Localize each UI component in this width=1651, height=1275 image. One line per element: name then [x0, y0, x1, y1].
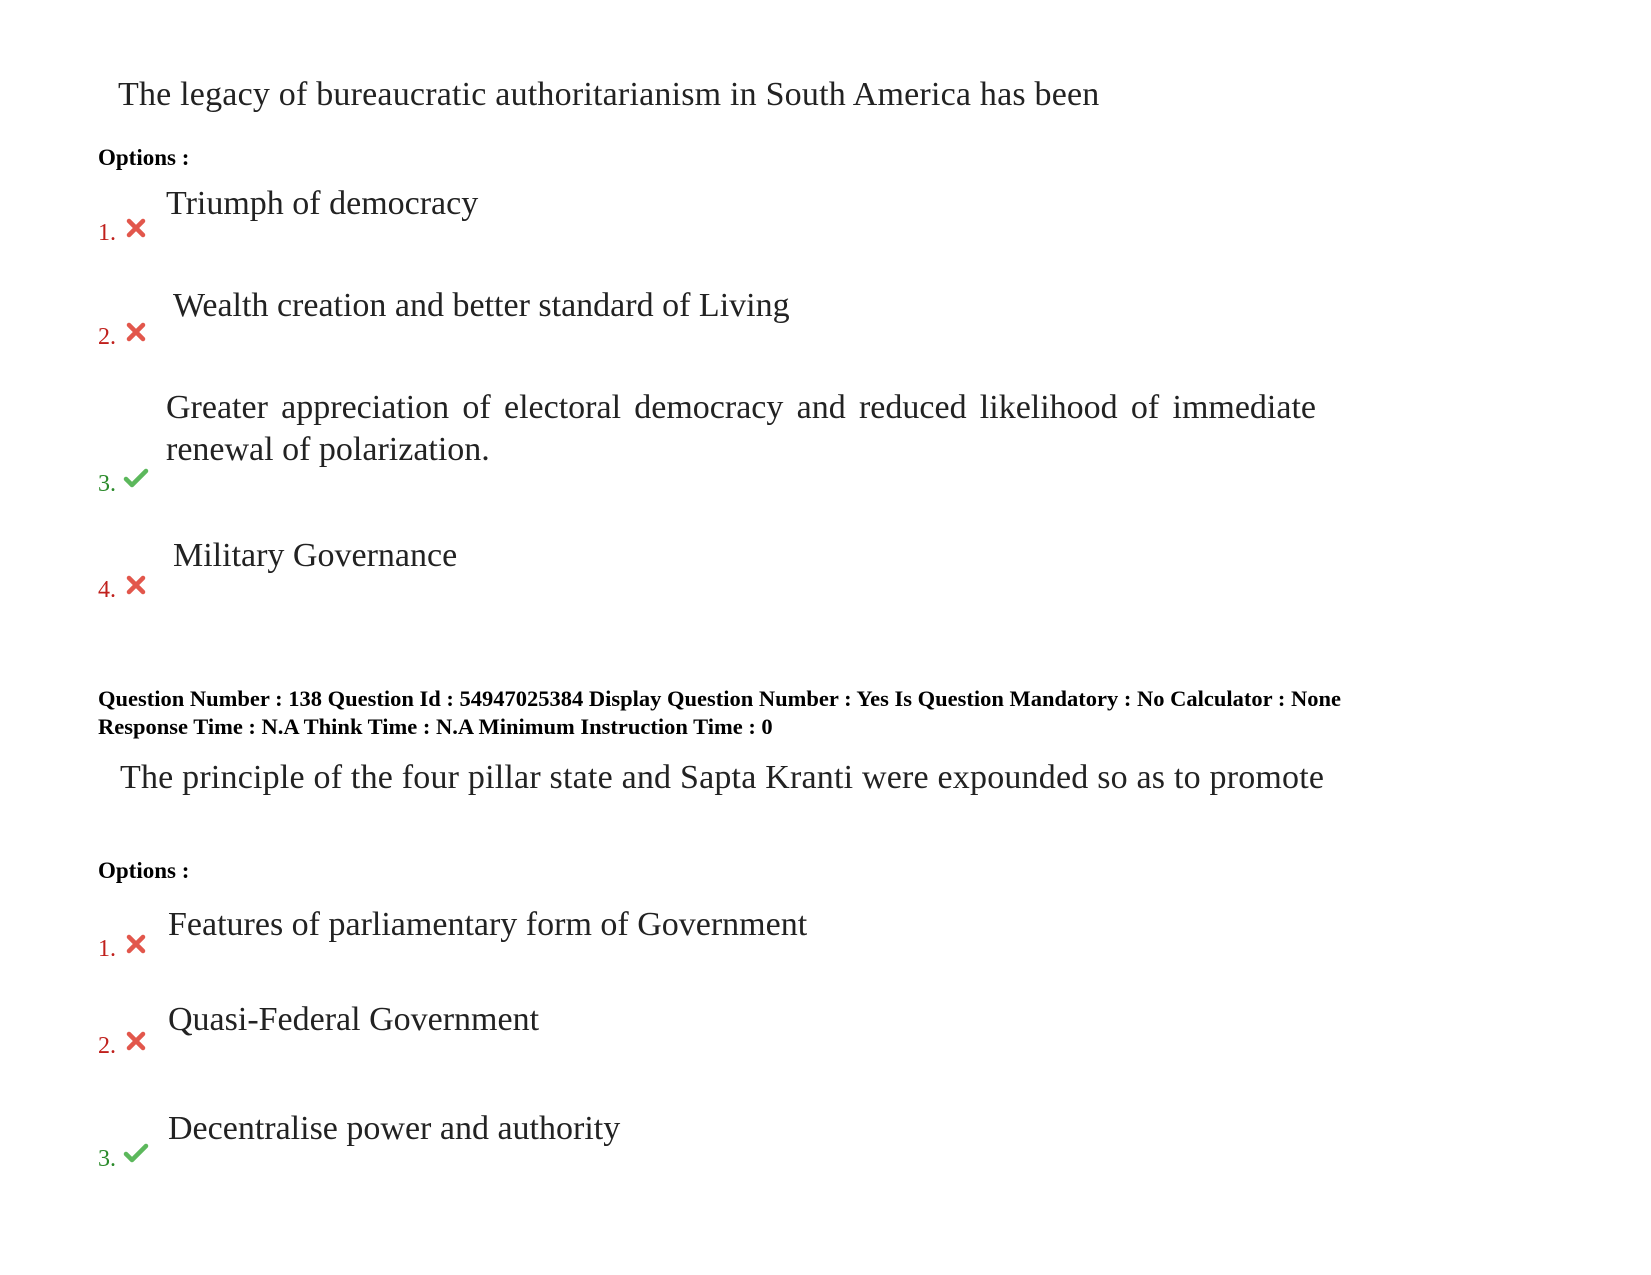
option-number: 1.: [98, 936, 116, 962]
option-text: Decentralise power and authority: [168, 1110, 621, 1147]
checkmark-icon: [123, 1143, 149, 1163]
option-number: 1.: [98, 220, 116, 246]
cross-icon: [125, 322, 147, 342]
option-number: 3.: [98, 471, 116, 497]
option-number: 3.: [98, 1146, 116, 1172]
options-label: Options :: [98, 858, 190, 883]
question-meta-line1: Question Number : 138 Question Id : 54947025384 Display Question Number : Yes Is Question Mandatory : No Calculator : None: [98, 686, 1341, 711]
cross-icon: [125, 1031, 147, 1051]
option-number: 4.: [98, 577, 116, 603]
question-137-text: The legacy of bureaucratic authoritarianism in South America has been: [118, 76, 1100, 113]
option-text: Triumph of democracy: [166, 185, 479, 222]
cross-icon: [125, 218, 147, 238]
question-meta-line2: Response Time : N.A Think Time : N.A Minimum Instruction Time : 0: [98, 714, 773, 739]
checkmark-icon: [123, 468, 149, 488]
option-number: 2.: [98, 1033, 116, 1059]
question-138-text: The principle of the four pillar state and Sapta Kranti were expounded so as to promote: [120, 759, 1325, 796]
option-text: Features of parliamentary form of Government: [168, 906, 808, 943]
option-text: Wealth creation and better standard of Living: [173, 287, 790, 324]
cross-icon: [125, 934, 147, 954]
cross-icon: [125, 575, 147, 595]
options-label: Options :: [98, 145, 190, 170]
option-text: Quasi-Federal Government: [168, 1001, 540, 1038]
option-text: Military Governance: [173, 537, 458, 574]
option-number: 2.: [98, 324, 116, 350]
option-text: Greater appreciation of electoral democracy and reduced likelihood of immediate renewal of polarization.: [166, 389, 1316, 468]
